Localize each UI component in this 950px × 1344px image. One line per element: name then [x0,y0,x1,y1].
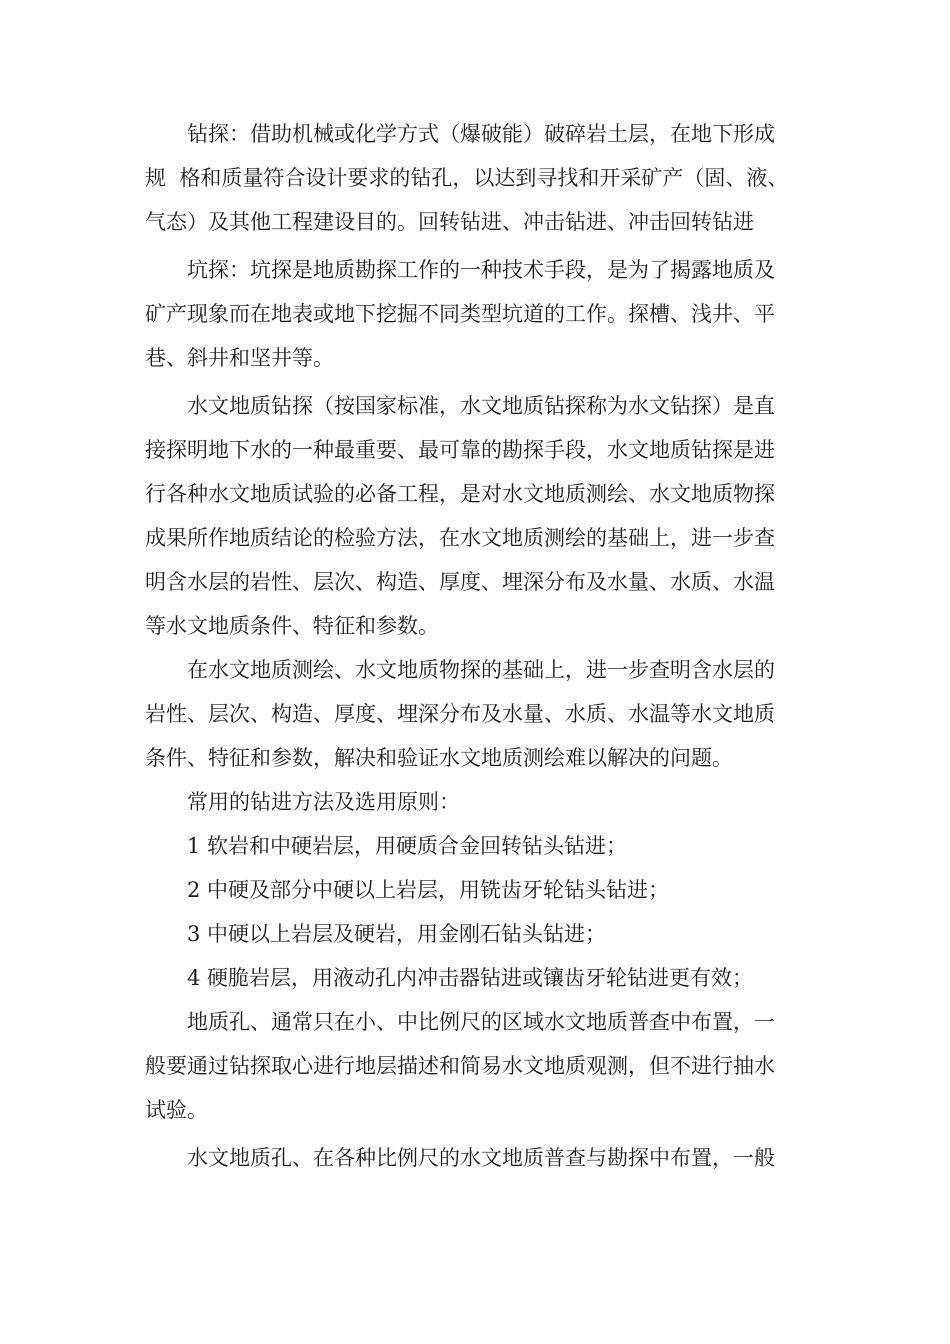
text-line: 巷、斜井和坚井等。 [145,346,334,370]
paragraph-hydro-holes [145,1142,805,1186]
text-line: 岩性、层次、构造、厚度、埋深分布及水量、水质、水温等水文地质 [145,702,775,726]
text-line: 明含水层的岩性、层次、构造、厚度、埋深分布及水量、水质、水温 [145,570,775,594]
text-line: 试验。 [145,1098,208,1122]
paragraph-hydro-survey [145,654,805,786]
text-line: 4 硬脆岩层，用液动孔内冲击器钻进或镶齿牙轮钻进更有效； [187,966,754,990]
list-item [145,962,805,1006]
text-line: 常用的钻进方法及选用原则： [187,790,460,814]
text-line: 般要通过钻探取心进行地层描述和简易水文地质观测，但不进行抽水 [145,1054,775,1078]
text-line: 成果所作地质结论的检验方法，在水文地质测绘的基础上，进一步查 [145,526,775,550]
list-item [145,830,805,874]
paragraph-drilling [145,118,805,250]
text-line: 在水文地质测绘、水文地质物探的基础上，进一步查明含水层的 [187,658,775,682]
text-line: 等水文地质条件、特征和参数。 [145,614,439,638]
paragraph-methods-heading [145,786,805,830]
text-line: 坑探：坑探是地质勘探工作的一种技术手段，是为了揭露地质及 [187,258,775,282]
list-item [145,874,805,918]
paragraph-geological-holes [145,1006,805,1138]
text-line: 行各种水文地质试验的必备工程，是对水文地质测绘、水文地质物探 [145,482,775,506]
text-line: 接探明地下水的一种最重要、最可靠的勘探手段，水文地质钻探是进 [145,438,775,462]
text-line: 水文地质孔、在各种比例尺的水文地质普查与勘探中布置，一般 [187,1146,775,1170]
text-line: 气态）及其他工程建设目的。回转钻进、冲击钻进、冲击回转钻进 [145,210,754,234]
text-line: 钻探：借助机械或化学方式（爆破能）破碎岩土层，在地下形成 [187,122,775,146]
document-body [145,118,805,1186]
text-line: 3 中硬以上岩层及硬岩，用金刚石钻头钻进； [187,922,607,946]
list-item [145,918,805,962]
text-line: 水文地质钻探（按国家标准，水文地质钻探称为水文钻探）是直 [187,394,775,418]
text-line: 地质孔、通常只在小、中比例尺的区域水文地质普查中布置，一 [187,1010,775,1034]
text-line: 规 格和质量符合设计要求的钻孔，以达到寻找和开采矿产（固、液、 [145,166,789,190]
text-line: 矿产现象而在地表或地下挖掘不同类型坑道的工作。探槽、浅井、平 [145,302,775,326]
text-line: 条件、特征和参数，解决和验证水文地质测绘难以解决的问题。 [145,746,733,770]
paragraph-hydro-drilling [145,390,805,654]
text-line: 2 中硬及部分中硬以上岩层，用铣齿牙轮钻头钻进； [187,878,670,902]
paragraph-pit-exploration [145,254,805,386]
text-line: 1 软岩和中硬岩层，用硬质合金回转钻头钻进； [187,834,628,858]
